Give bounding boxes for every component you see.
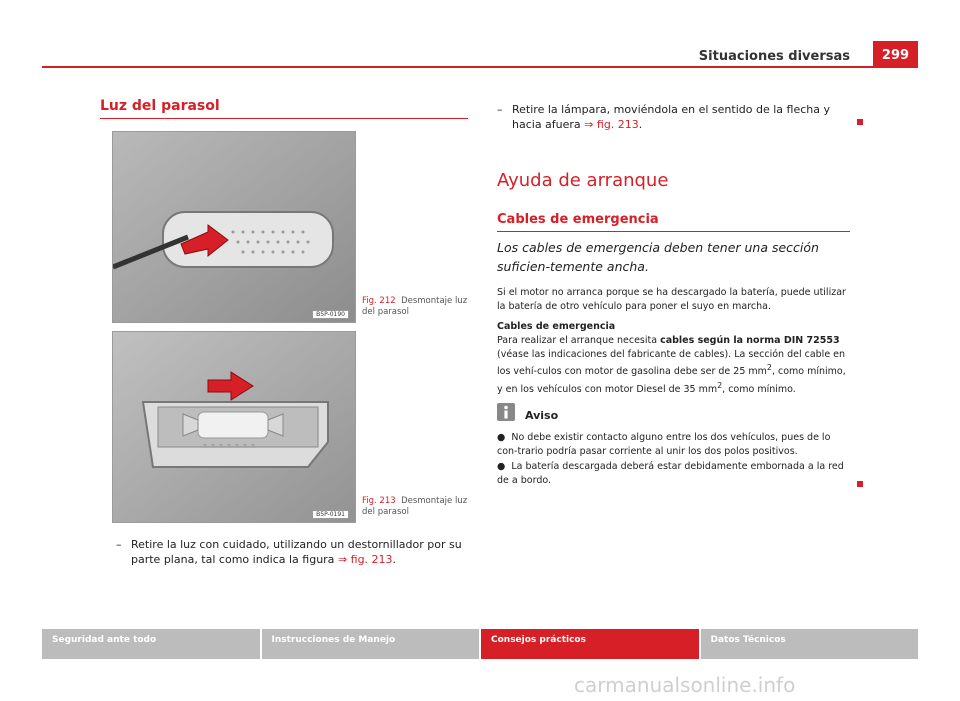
end-of-section-icon [857, 119, 863, 125]
step-text: Retire la luz con cuidado, utilizando un destornillador por su parte plana, tal como indica la figura [131, 538, 462, 566]
section-heading: Cables de emergencia [497, 212, 659, 227]
figure-212-caption [362, 296, 472, 318]
figure-caption-text: Desmontaje luz del parasol [362, 496, 468, 517]
norm-reference: cables según la norma DIN 72553 [660, 335, 840, 346]
note-bullet: ● La batería descargada deberá estar debidamente embornada a la red de a bordo. [497, 461, 844, 486]
section-title: Luz del parasol [100, 98, 220, 114]
figure-number: Fig. 213 [362, 496, 396, 506]
info-note-icon [497, 403, 515, 421]
figure-213-image [112, 331, 356, 523]
note-bullet: ● No debe existir contacto alguno entre los dos vehículos, pues de lo con-trario podría pasar corriente al unir los dos polos positivos. [497, 432, 831, 457]
intro-text: Los cables de emergencia deben tener una sección suficien-temente ancha. [497, 240, 819, 274]
figure-number: Fig. 212 [362, 296, 396, 306]
figure-code: B5P-0191 [312, 510, 349, 519]
figure-213-caption [362, 496, 472, 518]
chapter-tab-instrucciones[interactable]: Instrucciones de Manejo [262, 629, 480, 659]
step-dash: – [116, 538, 122, 551]
figure-reference-link[interactable]: ⇒ fig. 213 [584, 118, 639, 131]
section-rule [497, 231, 850, 232]
running-header-title: Situaciones diversas [698, 49, 850, 64]
header-rule [42, 66, 918, 68]
page-number: 299 [873, 41, 918, 67]
paragraph-subtitle: Cables de emergencia [497, 321, 616, 332]
instruction-step: – Retire la luz con cuidado, utilizando un destornillador por su parte plana, tal como indica la figura ⇒ fig. 213. [116, 538, 462, 566]
instruction-step: – Retire la lámpara, moviéndola en el sentido de la flecha y hacia afuera ⇒ fig. 213. [497, 103, 830, 131]
chapter-tab-seguridad[interactable]: Seguridad ante todo [42, 629, 260, 659]
figure-212-image [112, 131, 356, 323]
chapter-tab-datos[interactable]: Datos Técnicos [701, 629, 919, 659]
figure-reference-link[interactable]: ⇒ fig. 213 [337, 553, 393, 566]
note-title: Aviso [525, 409, 559, 422]
footer-chapter-tabs [42, 629, 918, 659]
end-of-section-icon [857, 481, 863, 487]
step-dash: – [497, 103, 503, 116]
step-text: Retire la lámpara, moviéndola en el sentido de la flecha y hacia afuera [512, 103, 830, 131]
body-paragraph: Si el motor no arranca porque se ha descargado la batería, puede utilizar la batería de otro vehículo para poner el suyo en marcha. [497, 287, 846, 312]
section-rule [100, 118, 468, 119]
figure-caption-text: Desmontaje luz del parasol [362, 296, 468, 317]
body-paragraph: Para realizar el arranque necesita cables según la norma DIN 72553 (véase las indicaciones del fabricante de cables). La sección del cable en los vehí-culos con motor de gasolina debe ser de 25 $mm^2$, como mínimo, y en los vehículos con motor Diesel de 35 $mm^2$, como mínimo. [497, 335, 846, 395]
watermark: carmanualsonline.info [574, 673, 796, 697]
chapter-heading: Ayuda de arranque [497, 170, 669, 191]
figure-code: B5P-0190 [312, 310, 349, 319]
chapter-tab-consejos[interactable]: Consejos prácticos [481, 629, 699, 659]
